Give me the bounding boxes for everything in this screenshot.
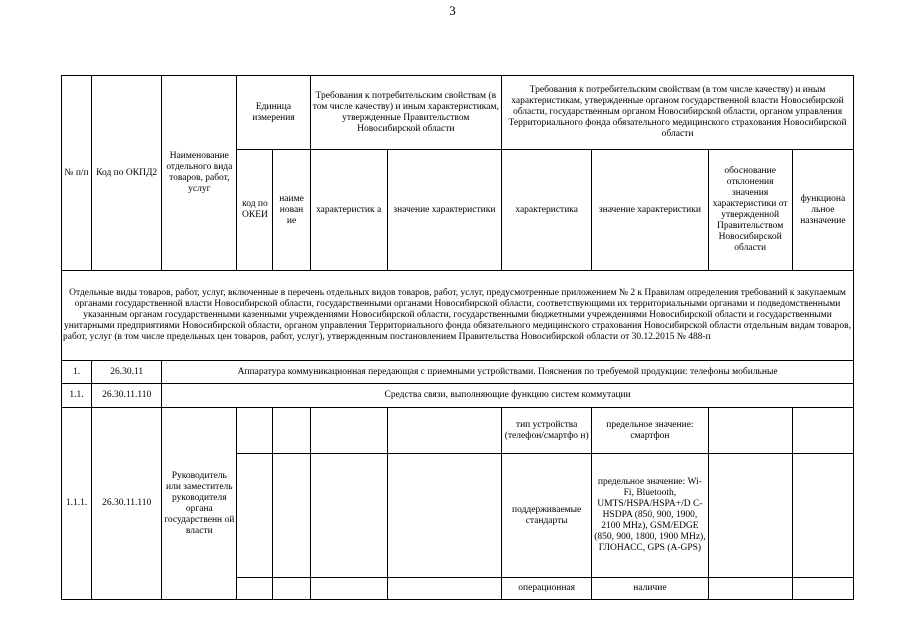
row-code: 26.30.11.110 bbox=[92, 384, 162, 408]
empty-cell bbox=[792, 408, 853, 454]
item-subrow-1 bbox=[62, 408, 854, 454]
empty-cell bbox=[310, 578, 387, 600]
row-num: 1.1. bbox=[62, 384, 92, 408]
empty-cell bbox=[792, 454, 853, 578]
empty-cell bbox=[237, 408, 273, 454]
empty-cell bbox=[708, 454, 792, 578]
empty-cell bbox=[708, 408, 792, 454]
header-gov-value: значение характеристики bbox=[387, 150, 501, 271]
header-code: Код по ОКПД2 bbox=[92, 76, 162, 271]
empty-cell bbox=[273, 578, 310, 600]
header-row-1 bbox=[62, 76, 854, 150]
table-row bbox=[62, 361, 854, 384]
header-org-value: значение характеристики bbox=[592, 150, 708, 271]
header-unit-code: код по ОКЕИ bbox=[237, 150, 273, 271]
subrow-value: наличие bbox=[592, 578, 708, 600]
empty-cell bbox=[387, 408, 501, 454]
page-number: 3 bbox=[449, 3, 456, 18]
item-num: 1.1.1. bbox=[62, 408, 92, 600]
row-code: 26.30.11 bbox=[92, 361, 162, 384]
empty-cell bbox=[792, 578, 853, 600]
header-gov-group: Требования к потребительским свойствам (в том числе качеству) и иным характеристикам, утвержденные Правительством Новосибирской области bbox=[310, 76, 501, 150]
header-org-group: Требования к потребительским свойствам (в том числе качеству) и иным характеристикам, утвержденные органом государственной власти Новосибирской области, государственным органом Новосибирской области, органом управления Территориального фонда обязательного медицинского страхования Новосибирской области bbox=[502, 76, 854, 150]
empty-cell bbox=[387, 578, 501, 600]
subrow-value: предельное значение: Wi-Fi, Bluetooth, UMTS/HSPA/HSPA+/D C-HSDPA (850, 900, 1900, 2100 MHz), GSM/EDGE (850, 900, 1800, 1900 MHz), ГЛОНАСС, GPS (A-GPS) bbox=[592, 454, 708, 578]
empty-cell bbox=[310, 454, 387, 578]
header-unit-name: наиме нован ие bbox=[273, 150, 310, 271]
empty-cell bbox=[310, 408, 387, 454]
item-code: 26.30.11.110 bbox=[92, 408, 162, 600]
empty-cell bbox=[273, 408, 310, 454]
subrow-value: предельное значение: смартфон bbox=[592, 408, 708, 454]
empty-cell bbox=[237, 578, 273, 600]
header-org-reason: обоснование отклонения значения характеристики от утвержденной Правительством Новосибирской области bbox=[708, 150, 792, 271]
header-org-func: функциона льное назначение bbox=[792, 150, 853, 271]
item-name: Руководитель или заместитель руководителя органа государственн ой власти bbox=[162, 408, 237, 600]
row-text: Средства связи, выполняющие функцию систем коммутации bbox=[162, 384, 854, 408]
subrow-char: операционная bbox=[502, 578, 592, 600]
empty-cell bbox=[237, 454, 273, 578]
empty-cell bbox=[708, 578, 792, 600]
empty-cell bbox=[273, 454, 310, 578]
header-org-char: характеристика bbox=[502, 150, 592, 271]
table-row bbox=[62, 384, 854, 408]
subrow-char: поддерживаемые стандарты bbox=[502, 454, 592, 578]
row-num: 1. bbox=[62, 361, 92, 384]
header-gov-char: характеристик а bbox=[310, 150, 387, 271]
row-text: Аппаратура коммуникационная передающая с приемными устройствами. Пояснения по требуемой продукции: телефоны мобильные bbox=[162, 361, 854, 384]
empty-cell bbox=[387, 454, 501, 578]
header-num: № п/п bbox=[62, 76, 92, 271]
header-unit-group: Единица измерения bbox=[237, 76, 310, 150]
subrow-char: тип устройства (телефон/смартфо н) bbox=[502, 408, 592, 454]
intro-row bbox=[62, 271, 854, 361]
intro-text: Отдельные виды товаров, работ, услуг, включенные в перечень отдельных видов товаров, работ, услуг, предусмотренные приложением № 2 к Правилам определения требований к закупаемым органами государственной власти Новосибирской области, государственными органами Новосибирской области, соответствующими их территориальными органами и подведомственными указанным органам государственными казенными учреждениями Новосибирской области, государственными бюджетными учреждениями Новосибирской области и государственными унитарными предприятиями Новосибирской области, органом управления Территориального фонда обязательного медицинского страхования Новосибирской области отдельным видам товаров, работ, услуг (в том числе предельных цен товаров, работ, услуг), утвержденным постановлением Правительства Новосибирской области от 30.12.2015 № 488-п bbox=[62, 271, 854, 361]
header-name: Наименование отдельного вида товаров, работ, услуг bbox=[162, 76, 237, 271]
requirements-table bbox=[61, 75, 854, 600]
